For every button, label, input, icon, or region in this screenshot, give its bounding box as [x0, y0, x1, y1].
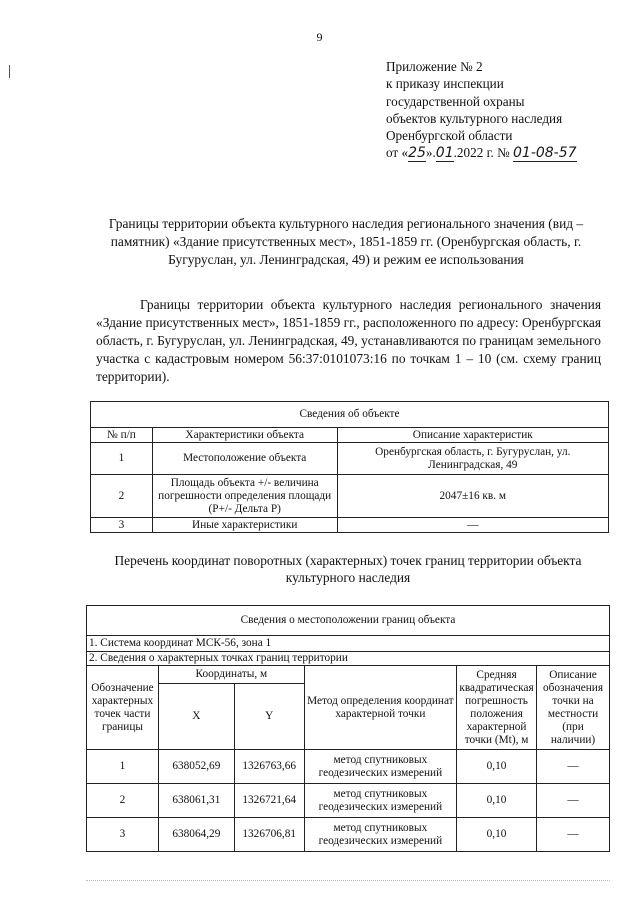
object-table-header: Описание характеристик: [337, 428, 608, 443]
table-row: [91, 443, 609, 475]
table-cell: 1326706,81: [234, 818, 304, 852]
table-cell: 2: [87, 784, 159, 818]
x-header: X: [158, 684, 234, 750]
location-table-caption: Сведения о местоположении границ объекта: [87, 606, 610, 636]
boundary-paragraph: Границы территории объекта культурного наследия регионального значения «Здание присутственных мест», 1851-1859 гг., расположенного по адресу: Оренбургская область, г. Бугуруслан, ул. Ленинградская, 49, устанавливаются по границам земельного участка с кадастровым номером 56:37:0101073:16 по точкам 1 – 10 (см. схему границ территории).: [96, 297, 601, 384]
table-cell: 638064,29: [158, 818, 234, 852]
table-row: [87, 818, 610, 852]
date-prefix: от «: [386, 145, 409, 161]
table-cell: 1: [91, 443, 153, 475]
table-cell: 0,10: [457, 784, 537, 818]
table-cell: —: [537, 784, 610, 818]
object-info-table: [90, 401, 609, 533]
table-cell: 3: [91, 518, 153, 533]
table-row: [87, 750, 610, 784]
table-cell: 638052,69: [158, 750, 234, 784]
annex-date-line: [386, 144, 626, 162]
table-cell: Местоположение объекта: [152, 443, 337, 475]
annex-line: Оренбургской области: [386, 128, 513, 144]
table-cell: 638061,31: [158, 784, 234, 818]
page-bottom-edge: [86, 880, 610, 881]
order-number-handwritten: 01-08-57: [513, 145, 577, 162]
table-row: [87, 784, 610, 818]
coordinate-system: 1. Система координат МСК-56, зона 1: [87, 636, 610, 652]
object-table-header: № п/п: [91, 428, 153, 443]
table-cell: 3: [87, 818, 159, 852]
table-cell: метод спутниковых геодезических измерений: [304, 750, 456, 784]
table-cell: —: [537, 750, 610, 784]
margin-mark: [9, 65, 10, 78]
table-cell: 1326721,64: [234, 784, 304, 818]
table-row: [91, 518, 609, 533]
object-table-header: Характеристики объекта: [152, 428, 337, 443]
points-heading: 2. Сведения о характерных точках границ территории: [87, 652, 610, 666]
table-cell: Оренбургская область, г. Бугуруслан, ул. Ленинградская, 49: [337, 443, 608, 475]
coordinates-section-title: Перечень координат поворотных (характерных) точек границ территории объекта культурного наследия: [114, 553, 582, 585]
table-cell: 1: [87, 750, 159, 784]
date-month-handwritten: 01: [435, 145, 454, 162]
table-row: [91, 475, 609, 518]
annex-line: объектов культурного наследия: [386, 110, 563, 126]
table-cell: 1326763,66: [234, 750, 304, 784]
table-cell: 2: [91, 475, 153, 518]
error-header: Средняя квадратическая погрешность положения характерной точки (Mt), м: [457, 666, 537, 750]
annex-line: государственной охраны: [386, 93, 525, 109]
description-header: Описание обозначения точки на местности (при наличии): [537, 666, 610, 750]
table-cell: Площадь объекта +/- величина погрешности определения площади (Р+/- Дельта Р): [152, 475, 337, 518]
table-cell: —: [337, 518, 608, 533]
date-year: .2022 г. №: [453, 145, 510, 161]
location-table: [86, 605, 610, 852]
designation-header: Обозначение характерных точек части границы: [87, 666, 159, 750]
table-cell: 0,10: [457, 818, 537, 852]
table-cell: 0,10: [457, 750, 537, 784]
coordinates-header: Координаты, м: [158, 666, 304, 684]
document-title: Границы территории объекта культурного наследия регионального значения (вид – памятник) «Здание присутственных мест», 1851-1859 гг. (Оренбургская область, г. Бугуруслан, ул. Ленинградская, 49) и режим ее использования: [108, 216, 584, 267]
table-cell: метод спутниковых геодезических измерений: [304, 784, 456, 818]
method-header: Метод определения координат характерной точки: [304, 666, 456, 750]
object-table-caption: Сведения об объекте: [91, 402, 609, 428]
date-mid: ».: [425, 145, 436, 161]
date-day-handwritten: 25: [408, 145, 426, 162]
annex-block: [386, 58, 626, 163]
table-cell: Иные характеристики: [152, 518, 337, 533]
page-number: 9: [316, 30, 323, 44]
table-cell: —: [537, 818, 610, 852]
table-cell: метод спутниковых геодезических измерений: [304, 818, 456, 852]
annex-line: Приложение № 2: [386, 59, 483, 74]
y-header: Y: [234, 684, 304, 750]
table-cell: 2047±16 кв. м: [337, 475, 608, 518]
annex-line: к приказу инспекции: [386, 76, 504, 92]
